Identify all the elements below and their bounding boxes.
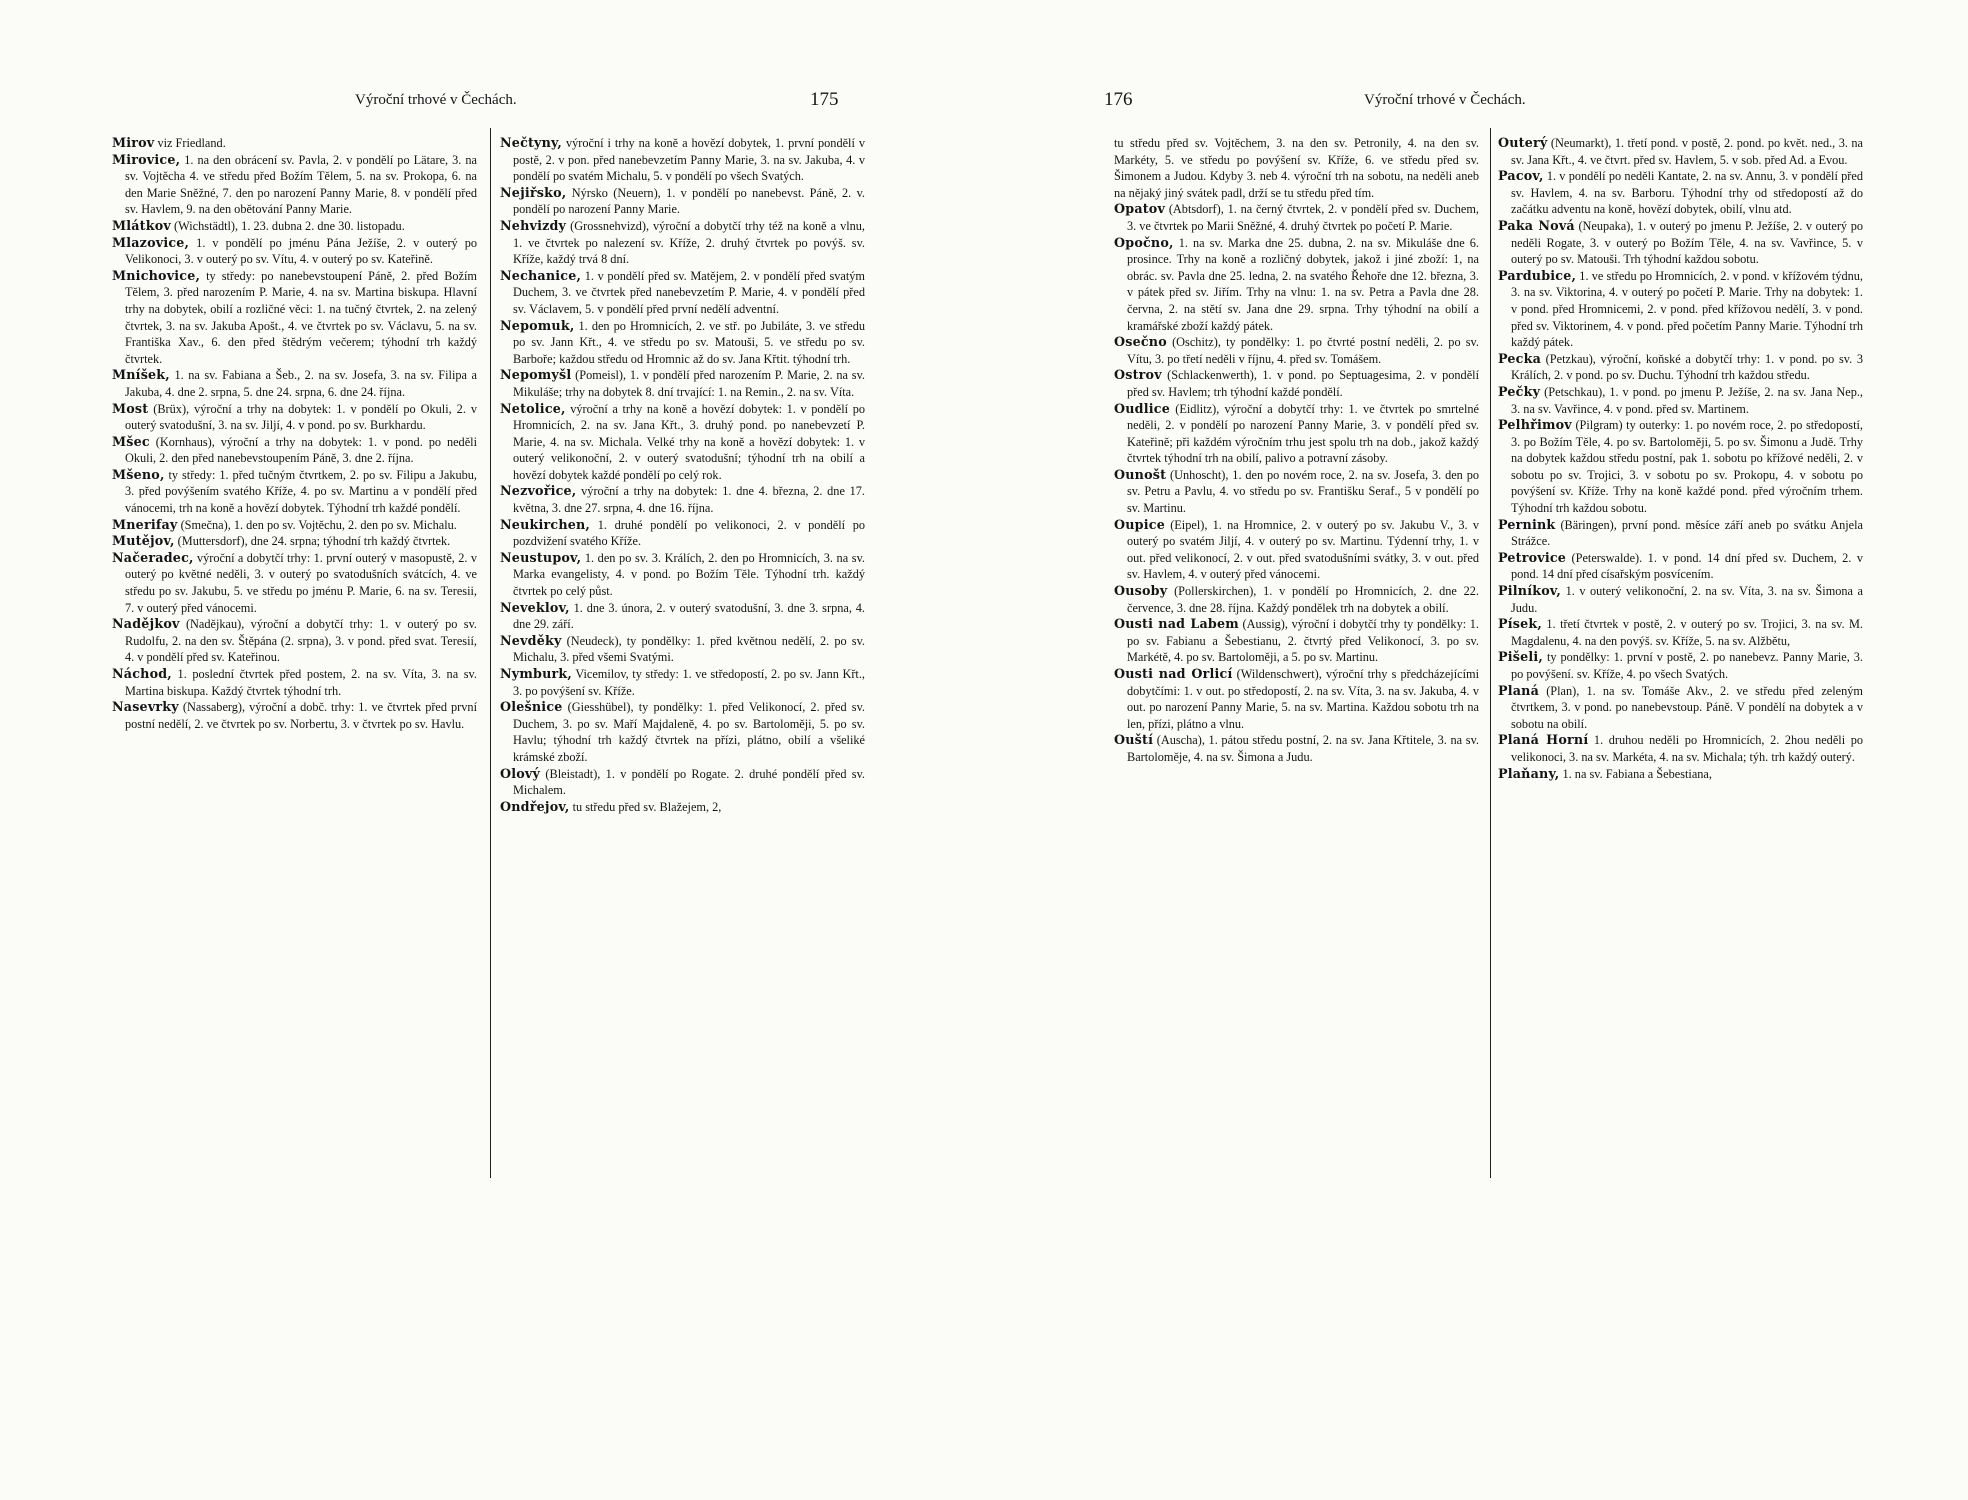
entry (1114, 334, 1479, 367)
entry (112, 666, 477, 699)
entry-text: Nýrsko (Neuern), 1. v pondělí po nanebevst. Páně, 2. v. pondělí po narození Panny Marie. (513, 185, 865, 217)
entry-headword: Mlátkov (112, 217, 171, 233)
entry-headword: Opočno, (1114, 234, 1174, 250)
entry-text: (Schlackenwerth), 1. v pond. po Septuagesima, 2. v pondělí před sv. Havlem; trh týhodní každé pondělí. (1127, 368, 1479, 399)
entry (112, 401, 477, 434)
entry-text: Vicemilov, ty středy: 1. ve středopostí, 2. po sv. Jann Křt., 3. po povýšení sv. Kříže. (513, 667, 865, 698)
entry (112, 367, 477, 400)
entry-text: (Brüx), výroční a trhy na dobytek: 1. v pondělí po Okuli, 2. v outerý svatodušní, 3. na sv. Jiljí, 4. v pond. po sv. Burkhardu. (125, 401, 477, 433)
entry (1498, 766, 1863, 783)
entry-text: (Smečna), 1. den po sv. Vojtěchu, 2. den po sv. Michalu. (177, 517, 457, 532)
entry-headword: Planá (1498, 682, 1540, 698)
entry (1114, 732, 1479, 765)
entry (1114, 135, 1479, 201)
entry (1114, 517, 1479, 583)
entry-headword: Osečno (1114, 334, 1167, 350)
entry-headword: Nepomuk, (500, 317, 575, 333)
entry-text: (Oschitz), ty pondělky: 1. po čtvrté postní neděli, 2. po sv. Vítu, 3. po třetí neděli v říjnu, 4. před sv. Tomášem. (1127, 335, 1479, 366)
entry (500, 517, 865, 550)
entry-headword: Pacov, (1498, 168, 1544, 184)
entry (500, 699, 865, 765)
entry-text: ty pondělky: 1. první v postě, 2. po nanebevz. Panny Marie, 3. po povýšení. sv. Kříže, 4. po všech Svatých. (1511, 650, 1863, 681)
entry-headword: Ousti nad Orlicí (1114, 666, 1233, 681)
entry-headword: Petrovice (1498, 549, 1567, 565)
entry (112, 699, 477, 732)
entry-headword: Nepomyšl (500, 367, 572, 383)
entry-headword: Pilníkov, (1498, 583, 1562, 599)
entry (500, 550, 865, 600)
entry-text: 1. dne 3. února, 2. v outerý svatodušní, 3. dne 3. srpna, 4. dne 29. září. (513, 600, 865, 632)
entry (500, 633, 865, 666)
entry-text: výroční i trhy na koně a hovězí dobytek, 1. první pondělí v postě, 2. v pon. před nanebevzetím Panny Marie, 3. na sv. Jakuba, 4. v pondělí po svatém Michalu, 5. v pondělí po všech Svatých. (513, 136, 865, 184)
entry-headword: Mšeno, (112, 466, 165, 482)
entry-headword: Ounošt (1114, 466, 1167, 482)
entry-text: výroční a dobytčí trhy: 1. první outerý v masopustě, 2. v outerý po květné neděli, 3. v outerý po svatodušních svátcích, 4. ve středu po sv. Jakubu, 5. ve středu po jménu P. Marie, 6. na sv. Teresii, 7. v outerý před vánocemi. (125, 550, 477, 615)
right-column-2 (1498, 135, 1863, 1475)
right-running-header: Výroční trhové v Čechách. (1364, 92, 1526, 108)
entry-text: (Muttersdorf), dne 24. srpna; týhodní trh každý čtvrtek. (174, 534, 451, 549)
entry (1498, 683, 1863, 733)
entry (1114, 201, 1479, 234)
entry (112, 517, 477, 534)
entry-text: 1. třetí čtvrtek v postě, 2. v outerý po sv. Trojici, 3. na sv. M. Magdalenu, 4. na den povýš. sv. Kříže, 5. na sv. Alžbětu, (1511, 617, 1863, 648)
entry (1114, 367, 1479, 400)
entry-text: (Auscha), 1. pátou středu postní, 2. na sv. Jana Křtitele, 3. na sv. Bartoloměje, 4. na sv. Šimona a Judu. (1127, 733, 1479, 764)
entry-text: výroční a trhy na dobytek: 1. dne 4. března, 2. dne 17. května, 3. dne 27. srpna, 4. dne 16. října. (513, 484, 865, 516)
entry-text: 1. ve středu po Hromnicích, 2. v pond. v křížovém týdnu, 3. na sv. Viktorina, 4. v outerý po početí P. Marie. Trhy na dobytek: 1. v pond. před Hromnicemi, 2. v pond. před křížovou nedělí, 3. v pond. před sv. Viktorinem, 4. v pond. před početím Panny Marie. Týhodní trh každý pátek. (1511, 268, 1863, 350)
entry-headword: Paka Nová (1498, 217, 1575, 233)
entry (1498, 517, 1863, 550)
entry-text: (Petschkau), 1. v pond. po jmenu P. Ježíše, 2. na sv. Jana Nep., 3. na sv. Vavřince, 4. v pond. před sv. Martinem. (1511, 384, 1863, 416)
entry (1498, 417, 1863, 517)
entry (1498, 218, 1863, 268)
entry-headword: Nečtyny, (500, 135, 563, 150)
entry-headword: Načeradec, (112, 549, 194, 565)
entry-text: 1. v pondělí po neděli Kantate, 2. na sv. Annu, 3. v pondělí před sv. Havlem, 4. na sv. Barboru. Týhodní trhy od středopostí až do začátku adventu na koně, hovězí dobytek, obilí, vlnu atd. (1511, 169, 1863, 217)
entry (1114, 401, 1479, 467)
entry-headword: Outerý (1498, 135, 1548, 150)
entry (500, 318, 865, 368)
entry (1114, 583, 1479, 616)
entry (1498, 550, 1863, 583)
entry (1498, 351, 1863, 384)
entry-headword: Oupice (1114, 516, 1165, 532)
entry-text: (Kornhaus), výroční a trhy na dobytek: 1. v pond. po neděli Okuli, 2. den před nanebevstoupením Páně, 3. dne 2. října. (125, 434, 477, 466)
entry-text: 1. druhé pondělí po velikonoci, 2. v pondělí po pozdvižení svatého Kříže. (513, 517, 865, 549)
entry-text: (Wichstädtl), 1. 23. dubna 2. dne 30. listopadu. (170, 218, 405, 233)
entry (112, 218, 477, 235)
entry (1498, 732, 1863, 765)
entry-text: ty středy: 1. před tučným čtvrtkem, 2. po sv. Filipu a Jakubu, 3. před povýšením svatého Kříže, 4. po sv. Martinu a v pondělí před vánocemi, trh na koně a hovězí dobytek. Týhodní trh každé pondělí. (125, 467, 477, 516)
entry-headword: Nymburk, (500, 666, 572, 681)
entry (500, 600, 865, 633)
entry-text: 1. v pondělí po jménu Pána Ježíše, 2. v outerý po Velikonoci, 3. v outerý po sv. Vítu, 4. v outerý po sv. Kateřině. (125, 235, 477, 267)
entry-text: 1. den po sv. 3. Králích, 2. den po Hromnicích, 3. na sv. Marka evangelisty, 4. v pond. po Božím Těle. Týhodní trh. každý čtvrtek po celý půst. (513, 550, 865, 599)
entry (500, 401, 865, 484)
entry (112, 467, 477, 517)
entry-headword: Nadějkov (112, 616, 180, 632)
entry (500, 483, 865, 516)
left-page-number: 175 (810, 89, 839, 110)
entry-text: (Neupaka), 1. v outerý po jmenu P. Ježíše, 2. v outerý po neděli Rogate, 3. v outerý po Božím Těle, 4. na sv. Vavřince, 5. v outerý po sv. Matouši. Trh týhodní každou sobotu. (1511, 218, 1863, 267)
entry-headword: Neustupov, (500, 549, 582, 565)
entry-headword: Mlazovice, (112, 234, 190, 250)
entry-headword: Pecka (1498, 350, 1542, 366)
entry (500, 185, 865, 218)
entry (112, 550, 477, 616)
entry (500, 766, 865, 799)
entry-text: (Abtsdorf), 1. na černý čtvrtek, 2. v pondělí před sv. Duchem, 3. ve čtvrtek po Marii Sněžné, 4. druhý čtvrtek po početí P. Marie. (1127, 202, 1479, 233)
entry-text: viz Friedland. (154, 136, 226, 150)
entry-text: 1. den po Hromnicích, 2. ve stř. po Jubiláte, 3. ve středu po sv. Jann Křt., 4. ve středu po sv. Matouši, 5. ve středu po sv. Barboře; každou středu od Hromnic až do sv. Jana Křtit. týhodní trh. (513, 318, 865, 366)
entry-text: (Pilgram) ty outerky: 1. po novém roce, 2. po středopostí, 3. po Božím Těle, 4. po sv. Bartoloměji, 5. po sv. Šimonu a Judě. Trhy na dobytek každou středu postní, pak 1. sobotu po křížové neděli, 2. v sobotu po sv. Trojici, 3. v sobotu po sv. Prokopu, 4. v sobotu po povýšení sv. Kříže. Trhy na koně každé pond. před výročním trhem. Týhodní trh každou sobotu. (1511, 418, 1863, 516)
entry (500, 666, 865, 699)
entry-text: (Nadějkau), výroční a dobytčí trhy: 1. v outerý po sv. Rudolfu, 2. na den sv. Štěpána (2. srpna), 3. v pond. před svat. Teresií, 4. v pondělí před sv. Kateřinou. (125, 617, 477, 665)
entry-text: (Peterswalde). 1. v pond. 14 dní před sv. Duchem, 2. v pond. 14 dní před císařským posvícením. (1511, 550, 1863, 582)
entry-headword: Netolice, (500, 400, 566, 416)
entry-headword: Nezvořice, (500, 483, 577, 499)
entry-text: 1. druhou neděli po Hromnicích, 2. 2hou neděli po velikonoci, 3. na sv. Markéta, 4. na sv. Michala; týh. trh každý outerý. (1511, 733, 1863, 764)
entry-text: 1. na sv. Fabiana a Šeb., 2. na sv. Josefa, 3. na sv. Filipa a Jakuba, 4. dne 2. srpna, 5. dne 24. srpna, 6. dne 24. října. (125, 368, 477, 399)
entry (1498, 583, 1863, 616)
entry-headword: Pelhřimov (1498, 417, 1572, 433)
left-column-2 (500, 135, 865, 1475)
entry-headword: Ousoby (1114, 583, 1168, 599)
entry-text: (Grossnehvizd), výroční a dobytčí trhy též na koně a vlnu, 1. ve čtvrtek po nalezení sv. Kříže, 2. druhý čtvrtek po povýš. sv. Kříže, každý trvá 8 dní. (513, 218, 865, 267)
entry-headword: Nechanice, (500, 267, 582, 283)
entry-text: tu středu před sv. Vojtěchem, 3. na den sv. Petronily, 4. na den sv. Markéty, 5. ve středu po povýšení sv. Kříže, 6. ve středu před sv. Šimonem a Judou. Kdyby 3. neb 4. výroční trh na sobotu, na neděli aneb na nějaký jiný svátek padl, drží se tu středu před tím. (1114, 136, 1479, 200)
entry-headword: Plaňany, (1498, 765, 1560, 781)
left-running-header: Výroční trhové v Čechách. (355, 92, 517, 108)
entry-headword: Mirov (112, 135, 155, 150)
entry-headword: Nevděky (500, 632, 562, 648)
entry-text: (Eipel), 1. na Hromnice, 2. v outerý po sv. Jakubu V., 3. v outerý po svatém Jiljí, 4. v outerý po sv. Martinu. Týdenní trhy, 1. v out. před velikonocí, 2. v out. před svatodušními svátky, 3. v out. před sv. Havlem, 4. v outerý před vánocemi. (1127, 517, 1479, 582)
entry (112, 434, 477, 467)
entry-headword: Most (112, 400, 149, 416)
entry (1498, 268, 1863, 351)
entry-text: 1. na sv. Marka dne 25. dubna, 2. na sv. Mikuláše dne 6. prosince. Trhy na koně a rozličný dobytek, jakož i jiné zboží: 1, na obrác. sv. Pavla dne 25. ledna, 2. na svatého Řehoře dne 12. března, 3. v pátek před sv. Jiřím. Trhy na vlnu: 1. na sv. Petra a Pavla dne 28. června, 2. na stětí sv. Jana dne 29. srpna. Trhy týhodní na obilí a kramářské zboží každý pátek. (1127, 235, 1479, 333)
entry-headword: Pečky (1498, 383, 1541, 399)
entry-headword: Mnichovice, (112, 267, 201, 283)
entry-headword: Ostrov (1114, 367, 1162, 383)
entry (500, 218, 865, 268)
entry-text: (Unhoscht), 1. den po novém roce, 2. na sv. Josefa, 3. den po sv. Petru a Pavlu, 4. vo středu po sv. Františku Seraf., 5 v pondělí po sv. Martinu. (1127, 467, 1479, 516)
entry-headword: Planá Horní (1498, 732, 1589, 748)
entry-headword: Písek, (1498, 616, 1542, 632)
entry-headword: Neukirchen, (500, 516, 591, 532)
entry (112, 135, 477, 152)
entry-text: (Bäringen), první pond. měsíce září aneb po svátku Anjela Strážce. (1511, 517, 1863, 549)
entry (112, 152, 477, 218)
right-page-number: 176 (1104, 89, 1133, 110)
entry-headword: Mutějov, (112, 533, 175, 549)
entry (1114, 467, 1479, 517)
entry-headword: Ondřejov, (500, 798, 570, 814)
entry-text: (Neumarkt), 1. třetí pond. v postě, 2. pond. po květ. ned., 3. na sv. Jana Křt., 4. ve čtvrt. před sv. Havlem, 5. v sob. před Ad. a Evou. (1511, 136, 1863, 167)
entry (1498, 384, 1863, 417)
entry (1498, 649, 1863, 682)
entry (500, 135, 865, 185)
entry (1498, 168, 1863, 218)
entry (1114, 235, 1479, 335)
entry-text: 1. na den obrácení sv. Pavla, 2. v pondělí po Lätare, 3. na sv. Vojtěcha 4. ve středu před Božím Tělem, 5. na sv. Prokopa, 6. na den Marie Sněžné, 7. den po narození Panny Marie, 8. v pondělí před sv. Havlem, 9. na den obětování Panny Marie. (125, 152, 477, 217)
entry-text: (Giesshübel), ty pondělky: 1. před Velikonocí, 2. před sv. Duchem, 3. po sv. Maří Majdaleně, 4. po sv. Bartoloměji, 5. po sv. Havlu; týhodní trh každý čtvrtek na přízi, plátno, obilí a všeliké krámské zboží. (513, 700, 865, 764)
entry-text: (Neudeck), ty pondělky: 1. před květnou nedělí, 2. po sv. Michalu, 3. před všemi Svatými. (513, 633, 865, 665)
left-column-rule (490, 128, 491, 1178)
entry (500, 367, 865, 400)
entry (1114, 666, 1479, 732)
entry (112, 235, 477, 268)
entry-headword: Mšec (112, 433, 150, 449)
entry-headword: Opatov (1114, 201, 1166, 217)
entry-headword: Nasevrky (112, 699, 179, 715)
entry (500, 799, 865, 816)
entry-text: (Eidlitz), výroční a dobytčí trhy: 1. ve čtvrtek po smrtelné neděli, 2. v pondělí po narození Panny Marie, 3. v pondělí před sv. Kateřině; při každém výročním trhu jest spolu trh na dob., jakož každý čtvrtek týhodní trh na obilí, palivo a potravní zásoby. (1127, 401, 1479, 466)
entry-text: (Wildenschwert), výroční trhy s předcházejícími dobytčími: 1. v out. po středopostí, 2. na sv. Víta, 3. na sv. Jakuba, 4. v out. po narození Panny Marie, 5. na sv. Martina. Každou sobotu trh na len, přízi, plátno a vlnu. (1127, 667, 1479, 731)
entry-headword: Neveklov, (500, 599, 570, 615)
entry-headword: Pernink (1498, 516, 1556, 532)
entry-headword: Náchod, (112, 666, 172, 681)
entry-headword: Olový (500, 765, 541, 781)
entry-headword: Pišeli, (1498, 649, 1544, 665)
entry-headword: Mnerifay (112, 516, 178, 532)
entry-text: (Plan), 1. na sv. Tomáše Akv., 2. ve středu před zeleným čtvrtkem, 3. v pond. po nanebevstoup. Páně. V pondělí na dobytek a v sobotu na obilí. (1511, 683, 1863, 731)
entry-headword: Mirovice, (112, 151, 181, 167)
right-column-1 (1114, 135, 1479, 1475)
entry-headword: Olešnice (500, 699, 563, 715)
entry-text: výroční a trhy na koně a hovězí dobytek: 1. v pondělí po Hromnicích, 2. na sv. Jana Křt., 3. druhý pond. po nanebevzetí P. Marie, 4. na sv. Michala. Velké trhy na koně a hovězí dobytek: 1. v outerý velikonoční, 2. v outerý svatodušní; týhodní trh na obilí a hovězí dobytek každé pondělí po celý rok. (513, 401, 865, 482)
entry-text: ty středy: po nanebevstoupení Páně, 2. před Božím Tělem, 3. před narozením P. Marie, 4. na sv. Martina biskupa. Hlavní trhy na dobytek, obilí a rozličné věci: 1. na tučný čtvrtek, 2. na zelený čtvrtek, 3. na sv. Jakuba Apošt., 4. ve čtvrtek po sv. Václavu, 5. na sv. Františka Xav., 6. den před štědrým večerem; týhodní trh každý čtvrtek. (125, 268, 477, 366)
entry (1114, 616, 1479, 666)
entry (1498, 616, 1863, 649)
entry-headword: Mníšek, (112, 367, 170, 383)
right-page (984, 0, 1968, 1500)
entry-headword: Ousti nad Labem (1114, 616, 1239, 632)
entry (112, 533, 477, 550)
entry (500, 268, 865, 318)
entry-headword: Nehvizdy (500, 217, 567, 233)
entry-text: 1. poslední čtvrtek před postem, 2. na sv. Víta, 3. na sv. Martina biskupa. Každý čtvrtek týhodní trh. (125, 667, 477, 698)
right-column-rule (1490, 128, 1491, 1178)
entry-headword: Nejiřsko, (500, 184, 567, 200)
entry-text: (Petzkau), výroční, koňské a dobytčí trhy: 1. v pond. po sv. 3 Králích, 2. v pond. po sv. Duchu. Týhodní trh každou středu. (1511, 351, 1863, 383)
entry-text: tu středu před sv. Blažejem, 2, (569, 799, 722, 814)
entry-text: (Aussig), výroční i dobytčí trhy ty pondělky: 1. po sv. Fabianu a Šebestianu, 2. čtvrtý před Velikonocí, 3. po sv. Markétě, 4. po sv. Bartoloměji, a 5. po sv. Martinu. (1127, 617, 1479, 665)
entry (112, 616, 477, 666)
entry-text: (Pomeisl), 1. v pondělí před narozením P. Marie, 2. na sv. Mikuláše; trhy na dobytek 8. dní trvající: 1. na Remin., 2. na sv. Víta. (513, 368, 865, 399)
entry-text: 1. v outerý velikonoční, 2. na sv. Víta, 3. na sv. Šimona a Judu. (1511, 584, 1863, 615)
entry-text: 1. na sv. Fabiana a Šebestiana, (1559, 766, 1712, 781)
left-column-1 (112, 135, 477, 1475)
entry-headword: Pardubice, (1498, 267, 1577, 283)
entry-text: (Pollerskirchen), 1. v pondělí po Hromnicích, 2. dne 22. července, 3. dne 28. října. Každý pondělek trh na dobytek a obilí. (1127, 584, 1479, 615)
entry (112, 268, 477, 368)
entry-headword: Ouští (1114, 732, 1154, 748)
entry-text: 1. v pondělí před sv. Matějem, 2. v pondělí před svatým Duchem, 3. ve čtvrtek před nanebevzetím P. Marie, 4. v pondělí před sv. Václavem, 5. v pondělí před první nedělí adventní. (513, 268, 865, 316)
entry (1498, 135, 1863, 168)
entry-text: (Nassaberg), výroční a dobč. trhy: 1. ve čtvrtek před první postní nedělí, 2. ve čtvrtek po sv. Norbertu, 3. v čtvrtek po sv. Havlu. (125, 700, 477, 731)
entry-headword: Oudlice (1114, 400, 1170, 416)
entry-text: (Bleistadt), 1. v pondělí po Rogate. 2. druhé pondělí před sv. Michalem. (513, 766, 865, 798)
